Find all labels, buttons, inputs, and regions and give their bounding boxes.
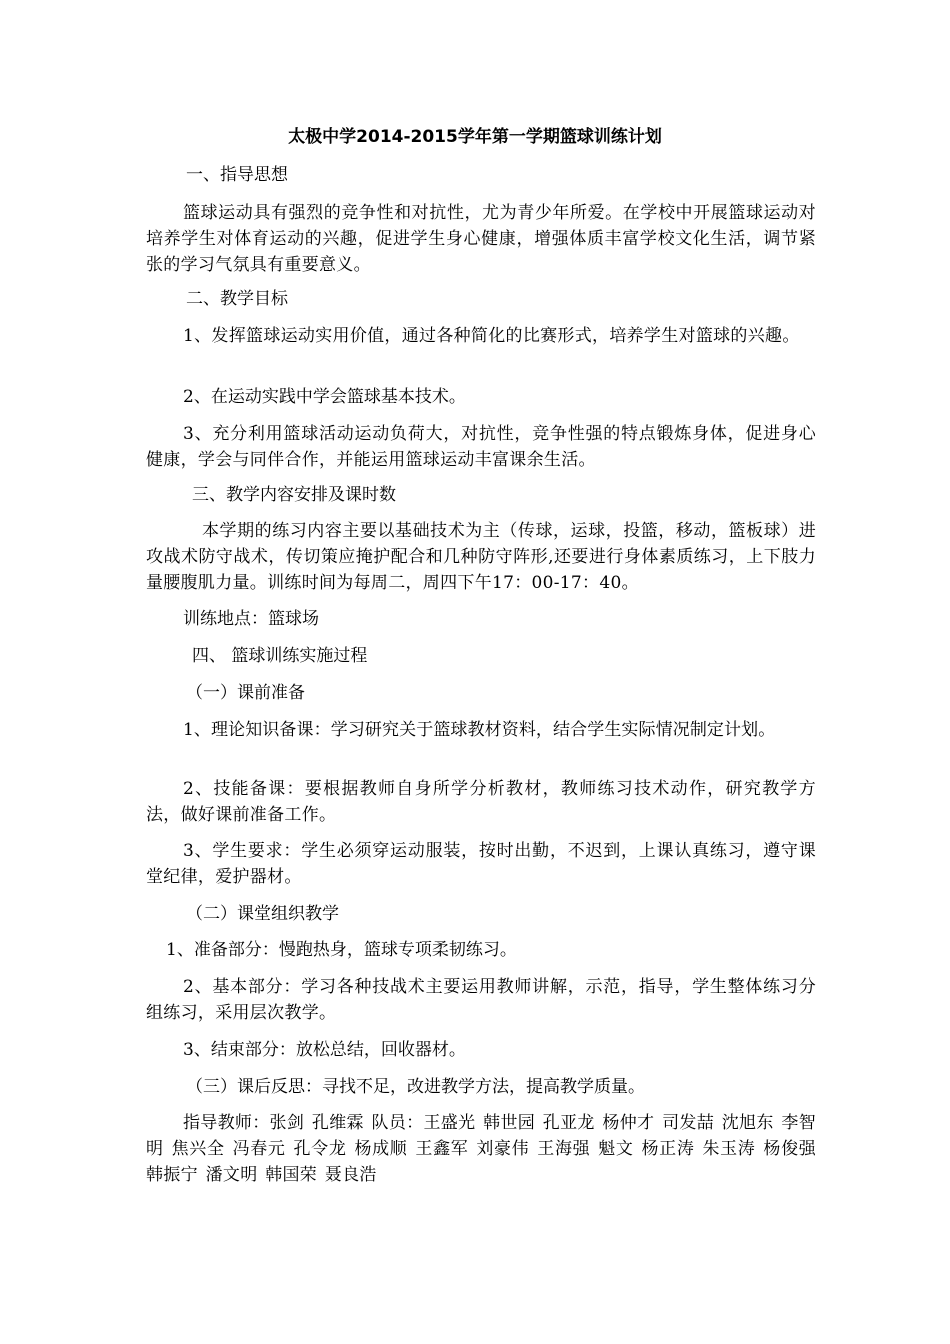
subsection-1-heading: （一）课前准备 xyxy=(186,683,305,703)
section-2-item-1: 1、发挥篮球运动实用价值，通过各种简化的比赛形式，培养学生对篮球的兴趣。 xyxy=(183,326,800,346)
subsection-2-item-1: 1、准备部分：慢跑热身，篮球专项柔韧练习。 xyxy=(166,940,517,960)
staff-list: 指导教师：张剑 孔维霖 队员：王盛光 韩世园 孔亚龙 杨仲才 司发喆 沈旭东 李智明 焦兴全 冯春元 孔令龙 杨成顺 王鑫军 刘豪伟 王海强 魁文 杨正涛 朱玉涛 杨俊强 韩振宁 潘文明 韩国荣 聂良浩 xyxy=(146,1113,816,1185)
section-2-item-2: 2、在运动实践中学会篮球基本技术。 xyxy=(183,387,466,407)
training-location: 训练地点：篮球场 xyxy=(183,609,319,629)
subsection-1-item-1: 1、理论知识备课：学习研究关于篮球教材资料，结合学生实际情况制定计划。 xyxy=(183,720,776,740)
subsection-2-heading: （二）课堂组织教学 xyxy=(186,904,339,924)
document-title: 太极中学2014-2015学年第一学期篮球训练计划 xyxy=(288,127,662,147)
section-3-heading: 三、教学内容安排及课时数 xyxy=(192,485,396,505)
section-2-heading: 二、教学目标 xyxy=(186,289,288,309)
subsection-2-item-2: 2、基本部分：学习各种技战术主要运用教师讲解，示范，指导，学生整体练习分组练习，采用层次教学。 xyxy=(146,977,816,1023)
section-3-paragraph: 本学期的练习内容主要以基础技术为主（传球，运球，投篮，移动，篮板球）进攻战术防守战术，传切策应掩护配合和几种防守阵形,还要进行身体素质练习，上下肢力量腰腹肌力量。训练时间为每周二，周四下午17：00-17：40。 xyxy=(146,521,816,593)
subsection-1-item-2: 2、技能备课：要根据教师自身所学分析教材，教师练习技术动作，研究教学方法，做好课前准备工作。 xyxy=(146,779,816,825)
subsection-2-item-3: 3、结束部分：放松总结，回收器材。 xyxy=(183,1040,466,1060)
section-1-paragraph: 篮球运动具有强烈的竞争性和对抗性，尤为青少年所爱。在学校中开展篮球运动对培养学生对体育运动的兴趣，促进学生身心健康，增强体质丰富学校文化生活，调节紧张的学习气氛具有重要意义。 xyxy=(146,203,816,275)
section-2-item-3: 3、充分利用篮球活动运动负荷大，对抗性，竞争性强的特点锻炼身体，促进身心健康，学会与同伴合作，并能运用篮球运动丰富课余生活。 xyxy=(146,424,816,470)
section-1-heading: 一、指导思想 xyxy=(186,165,288,185)
subsection-1-item-3: 3、学生要求：学生必须穿运动服装，按时出勤，不迟到，上课认真练习，遵守课堂纪律，爱护器材。 xyxy=(146,841,816,887)
subsection-3-reflection: （三）课后反思：寻找不足，改进教学方法，提高教学质量。 xyxy=(186,1077,645,1097)
section-4-heading: 四、 篮球训练实施过程 xyxy=(192,646,368,666)
